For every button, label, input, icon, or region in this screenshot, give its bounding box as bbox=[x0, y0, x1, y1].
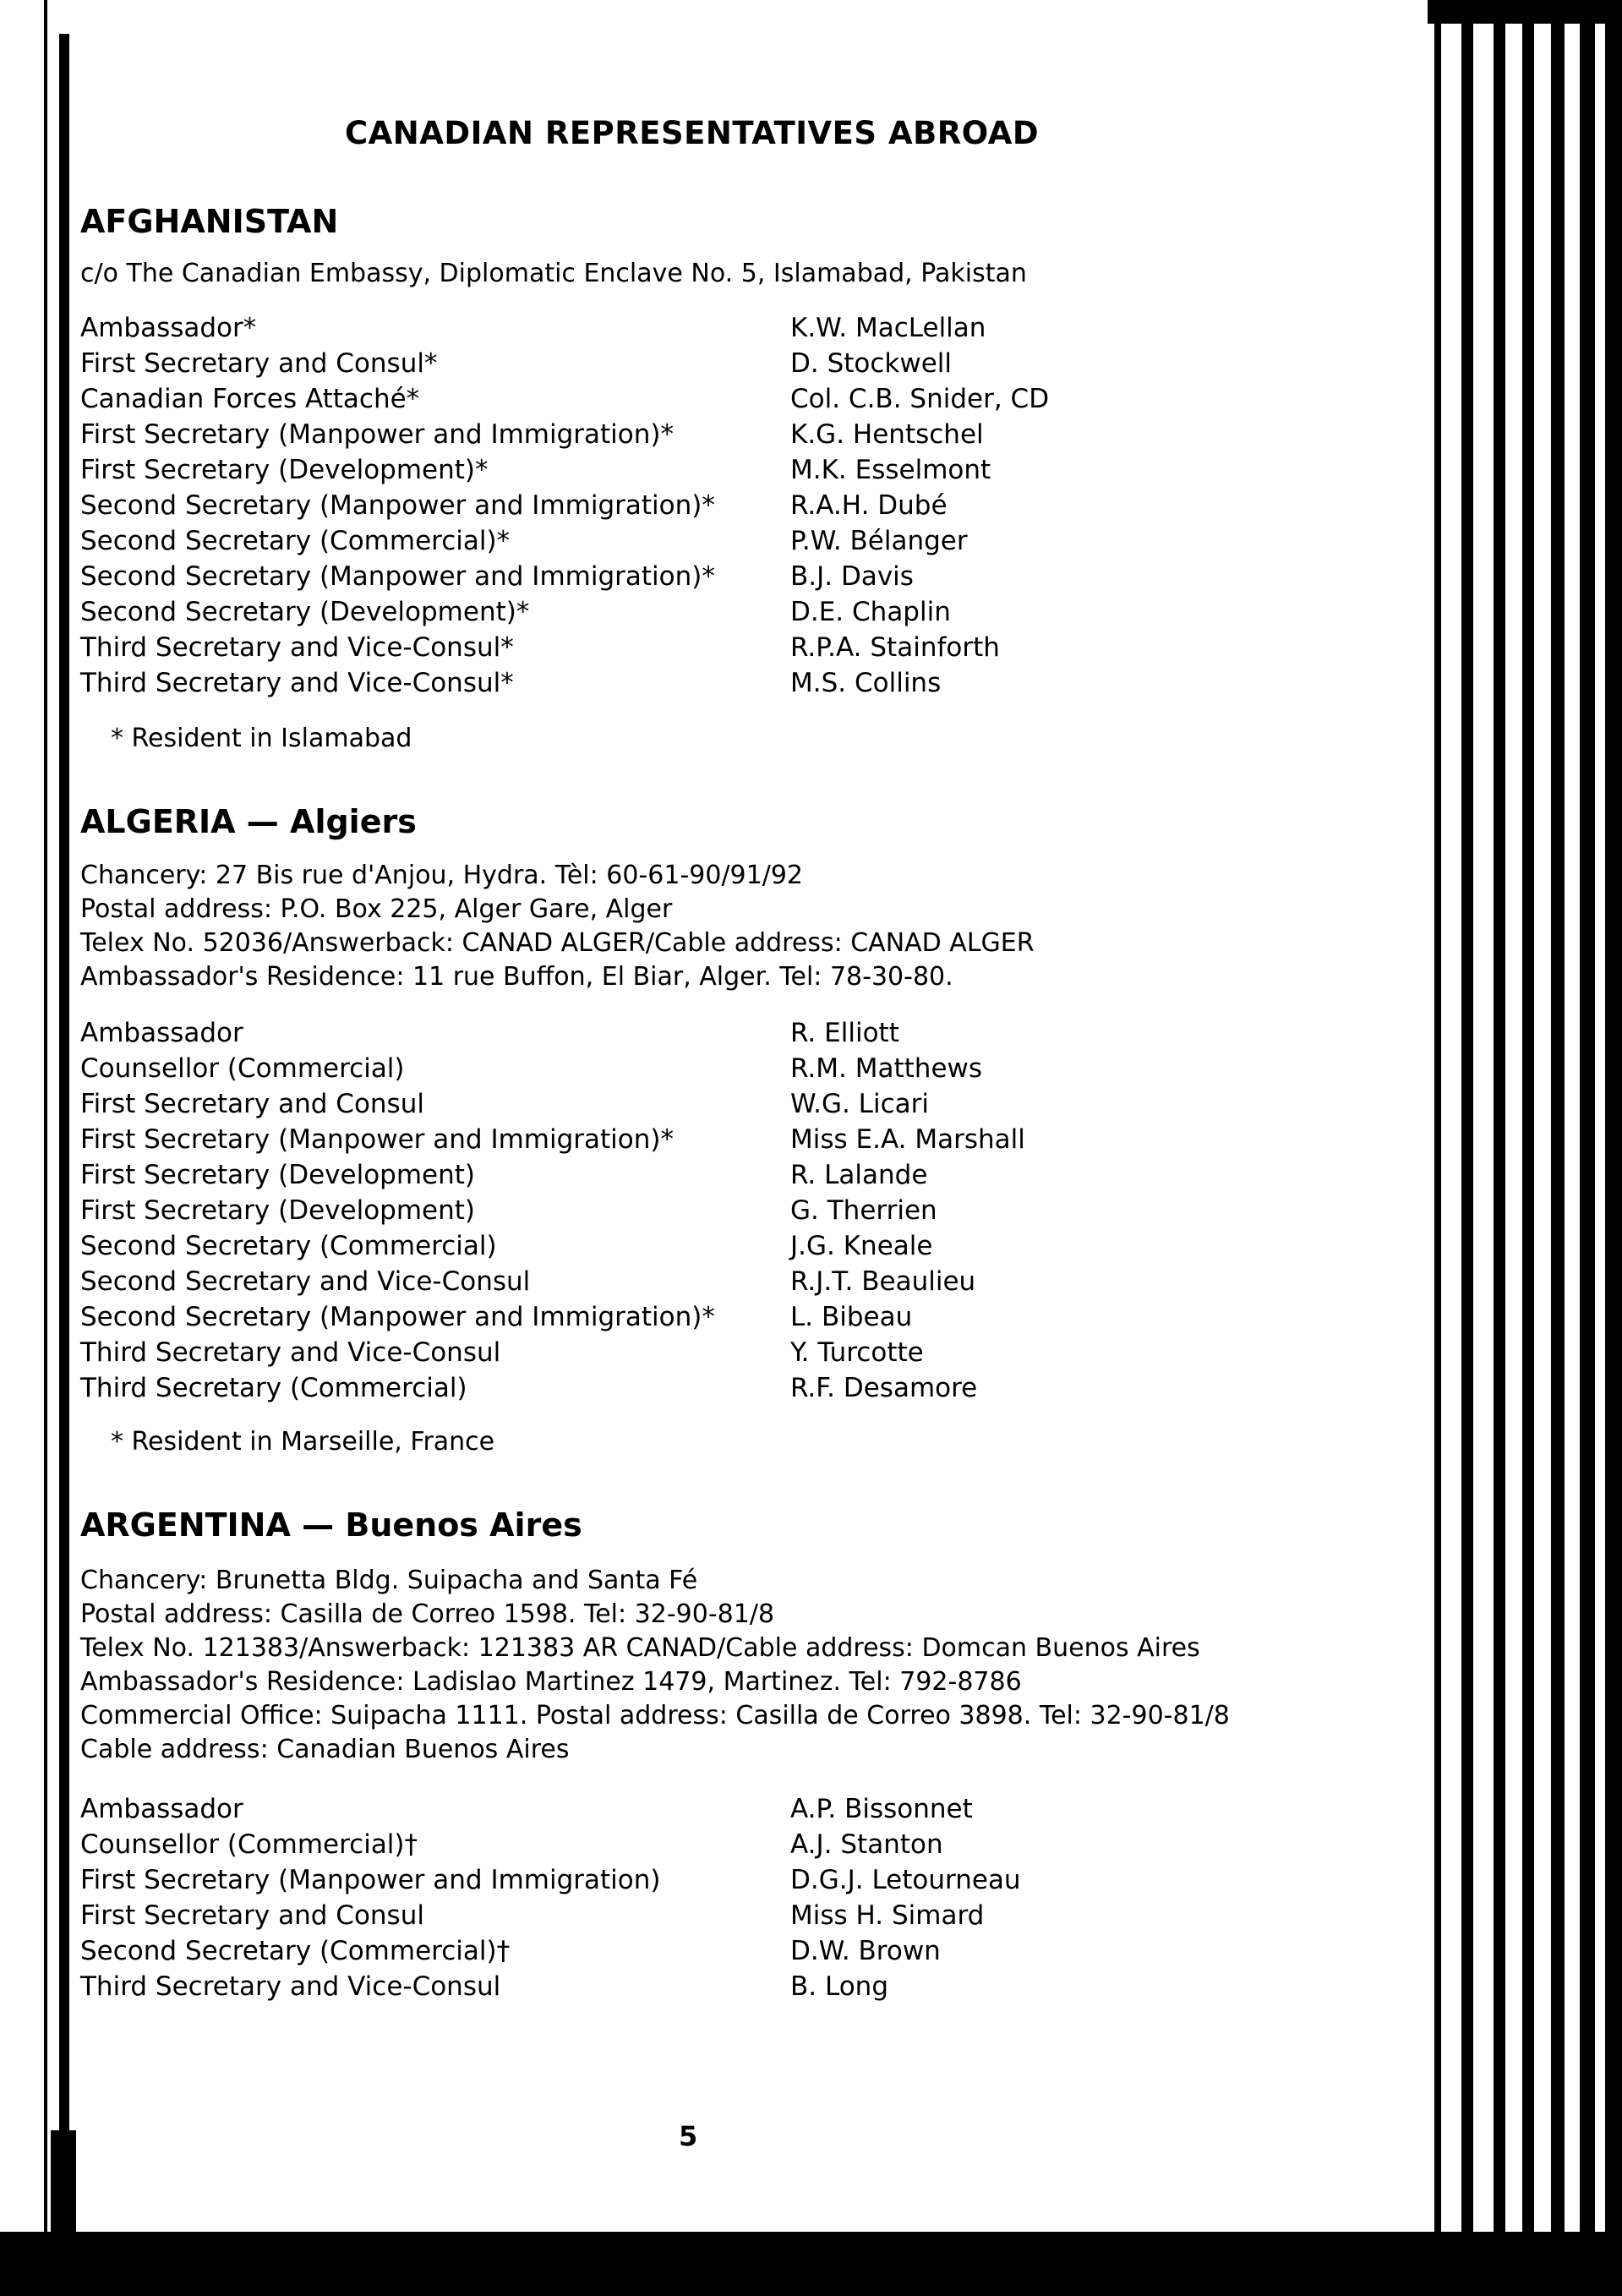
staff-role: Third Secretary and Vice-Consul* bbox=[80, 632, 514, 663]
staff-row bbox=[80, 348, 1264, 384]
staff-row bbox=[80, 1900, 1264, 1936]
staff-row bbox=[80, 1865, 1264, 1900]
footnote: * Resident in Islamabad bbox=[111, 724, 412, 753]
staff-role: First Secretary (Manpower and Immigration) bbox=[80, 1865, 661, 1895]
staff-role: First Secretary and Consul bbox=[80, 1089, 424, 1119]
staff-name: Miss E.A. Marshall bbox=[790, 1124, 1025, 1155]
address-line: Ambassador's Residence: Ladislao Martinez 1479, Martinez. Tel: 792-8786 bbox=[80, 1667, 1022, 1697]
staff-name: R.A.H. Dubé bbox=[790, 490, 948, 521]
staff-role: Second Secretary (Commercial) bbox=[80, 1231, 497, 1261]
staff-name: K.G. Hentschel bbox=[790, 419, 984, 450]
country-heading-argentina: ARGENTINA — Buenos Aires bbox=[80, 1506, 582, 1544]
staff-row bbox=[80, 1337, 1264, 1373]
staff-role: Ambassador bbox=[80, 1018, 243, 1048]
staff-name: L. Bibeau bbox=[790, 1302, 913, 1332]
country-heading-algeria: ALGERIA — Algiers bbox=[80, 803, 417, 840]
staff-row bbox=[80, 455, 1264, 490]
staff-row bbox=[80, 1231, 1264, 1266]
address-line: Telex No. 52036/Answerback: CANAD ALGER/Cable address: CANAD ALGER bbox=[80, 928, 1035, 958]
staff-name: R. Lalande bbox=[790, 1160, 928, 1190]
country-heading-afghanistan: AFGHANISTAN bbox=[80, 203, 339, 240]
staff-row bbox=[80, 1971, 1264, 2007]
staff-name: P.W. Bélanger bbox=[790, 526, 968, 556]
staff-role: Third Secretary (Commercial) bbox=[80, 1373, 467, 1403]
staff-name: Miss H. Simard bbox=[790, 1900, 985, 1931]
staff-role: First Secretary (Development) bbox=[80, 1195, 475, 1226]
staff-name: R.P.A. Stainforth bbox=[790, 632, 1000, 663]
staff-row bbox=[80, 1302, 1264, 1337]
staff-name: R.F. Desamore bbox=[790, 1373, 978, 1403]
staff-row bbox=[80, 632, 1264, 668]
address-line: Chancery: Brunetta Bldg. Suipacha and Santa Fé bbox=[80, 1566, 698, 1595]
staff-row bbox=[80, 1936, 1264, 1971]
staff-name: R.M. Matthews bbox=[790, 1053, 983, 1084]
staff-role: Second Secretary (Manpower and Immigration)* bbox=[80, 1302, 715, 1332]
address-line: Telex No. 121383/Answerback: 121383 AR CANAD/Cable address: Domcan Buenos Aires bbox=[80, 1633, 1200, 1663]
left-page-edge bbox=[0, 0, 78, 2296]
staff-role: Ambassador* bbox=[80, 313, 257, 343]
staff-row bbox=[80, 1266, 1264, 1302]
staff-role: Counsellor (Commercial) bbox=[80, 1053, 405, 1084]
staff-name: A.J. Stanton bbox=[790, 1829, 943, 1860]
staff-name: D. Stockwell bbox=[790, 348, 953, 379]
address-line: Postal address: P.O. Box 225, Alger Gare, Alger bbox=[80, 894, 673, 924]
staff-row bbox=[80, 490, 1264, 526]
footnote: * Resident in Marseille, France bbox=[111, 1427, 495, 1457]
staff-row bbox=[80, 1160, 1264, 1195]
staff-name: G. Therrien bbox=[790, 1195, 937, 1226]
staff-row bbox=[80, 597, 1264, 632]
staff-role: Ambassador bbox=[80, 1794, 243, 1824]
staff-row bbox=[80, 1018, 1264, 1053]
staff-row bbox=[80, 668, 1264, 703]
staff-name: M.S. Collins bbox=[790, 668, 942, 698]
staff-name: D.E. Chaplin bbox=[790, 597, 951, 627]
staff-role: First Secretary (Development)* bbox=[80, 455, 489, 485]
staff-row bbox=[80, 561, 1264, 597]
staff-name: B. Long bbox=[790, 1971, 888, 2002]
page-title: CANADIAN REPRESENTATIVES ABROAD bbox=[345, 115, 1040, 151]
staff-role: Third Secretary and Vice-Consul bbox=[80, 1971, 501, 2002]
staff-name: Y. Turcotte bbox=[790, 1337, 924, 1368]
staff-row bbox=[80, 313, 1264, 348]
staff-name: D.W. Brown bbox=[790, 1936, 941, 1966]
staff-role: First Secretary and Consul bbox=[80, 1900, 424, 1931]
staff-row bbox=[80, 1195, 1264, 1231]
staff-role: First Secretary (Manpower and Immigration)* bbox=[80, 419, 674, 450]
staff-role: Second Secretary (Commercial)* bbox=[80, 526, 511, 556]
address-line: Cable address: Canadian Buenos Aires bbox=[80, 1735, 570, 1764]
staff-row bbox=[80, 1053, 1264, 1089]
staff-role: Second Secretary (Manpower and Immigration)* bbox=[80, 490, 715, 521]
staff-role: Second Secretary (Development)* bbox=[80, 597, 530, 627]
staff-name: M.K. Esselmont bbox=[790, 455, 991, 485]
staff-name: W.G. Licari bbox=[790, 1089, 929, 1119]
address-line: Commercial Office: Suipacha 1111. Postal address: Casilla de Correo 3898. Tel: 32-90-81/8 bbox=[80, 1701, 1230, 1730]
staff-row bbox=[80, 526, 1264, 561]
staff-row bbox=[80, 419, 1264, 455]
staff-row bbox=[80, 1794, 1264, 1829]
address-line: c/o The Canadian Embassy, Diplomatic Enclave No. 5, Islamabad, Pakistan bbox=[80, 259, 1027, 288]
page-number: 5 bbox=[679, 2120, 698, 2152]
right-page-edge bbox=[1428, 0, 1622, 2232]
staff-name: J.G. Kneale bbox=[790, 1231, 933, 1261]
staff-name: R.J.T. Beaulieu bbox=[790, 1266, 976, 1297]
staff-name: Col. C.B. Snider, CD bbox=[790, 384, 1050, 414]
staff-name: D.G.J. Letourneau bbox=[790, 1865, 1021, 1895]
staff-role: First Secretary and Consul* bbox=[80, 348, 438, 379]
address-line: Ambassador's Residence: 11 rue Buffon, El Biar, Alger. Tel: 78-30-80. bbox=[80, 962, 953, 992]
address-line: Postal address: Casilla de Correo 1598. Tel: 32-90-81/8 bbox=[80, 1599, 775, 1629]
staff-name: R. Elliott bbox=[790, 1018, 899, 1048]
staff-role: Second Secretary (Commercial)† bbox=[80, 1936, 511, 1966]
staff-role: Third Secretary and Vice-Consul bbox=[80, 1337, 501, 1368]
staff-role: Third Secretary and Vice-Consul* bbox=[80, 668, 514, 698]
staff-role: Second Secretary and Vice-Consul bbox=[80, 1266, 531, 1297]
bottom-scan-border bbox=[0, 2232, 1622, 2296]
staff-row bbox=[80, 384, 1264, 419]
staff-row bbox=[80, 1829, 1264, 1865]
staff-row bbox=[80, 1124, 1264, 1160]
staff-name: B.J. Davis bbox=[790, 561, 914, 592]
staff-name: K.W. MacLellan bbox=[790, 313, 986, 343]
staff-row bbox=[80, 1089, 1264, 1124]
staff-name: A.P. Bissonnet bbox=[790, 1794, 973, 1824]
staff-role: Canadian Forces Attaché* bbox=[80, 384, 420, 414]
staff-role: Counsellor (Commercial)† bbox=[80, 1829, 418, 1860]
staff-role: First Secretary (Development) bbox=[80, 1160, 475, 1190]
address-line: Chancery: 27 Bis rue d'Anjou, Hydra. Tèl: 60-61-90/91/92 bbox=[80, 861, 804, 890]
staff-role: First Secretary (Manpower and Immigration)* bbox=[80, 1124, 674, 1155]
staff-row bbox=[80, 1373, 1264, 1408]
staff-role: Second Secretary (Manpower and Immigration)* bbox=[80, 561, 715, 592]
